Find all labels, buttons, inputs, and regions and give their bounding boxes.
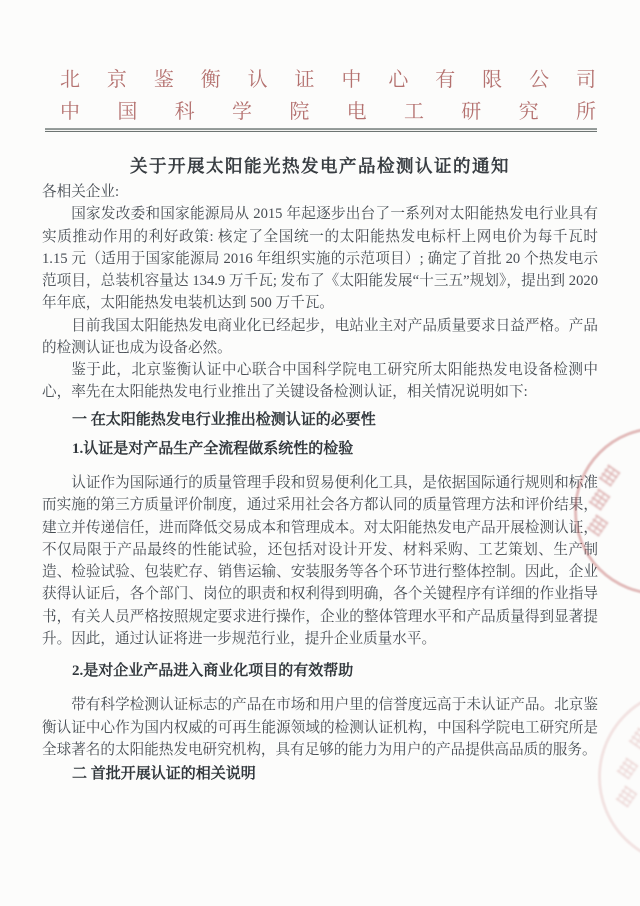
section1-sub1-body: 认证作为国际通行的质量管理手段和贸易便利化工具，是依据国际通行规则和标准而实施的第三方质量评价制度，通过采用社会各方都认同的质量管理方法和评价结果，建立并传递信任，进而降低交易成本和管理成本。对太阳能热发电产品开展检测认证，不仅局限于产品最终的性能试验，还包括对设计开发、材料采购、工艺策划、生产制造、检验试验、包装贮存、销售运输、安装服务等各个环节进行整体控制。因此，企业获得认证后，各个部门、岗位的职责和权利得到明确，各个关键程序有详细的作业指导书，有关人员严格按照规定要求进行操作，企业的整体管理水平和产品质量得到显著提升。因此，通过认证将进一步规范行业，提升企业质量水平。 xyxy=(42,475,598,647)
document-body xyxy=(42,181,598,792)
seal-character-mark xyxy=(598,464,620,487)
section1-sub2-body: 带有科学检测认证标志的产品在市场和用户里的信誉度远高于未认证产品。北京鉴衡认证中心作为国内权威的可再生能源领域的检测认证机构，中国科学院电工研究所是全球著名的太阳能热发电研究机构，具有足够的能力为用户的产品提供高品质的服务。 xyxy=(42,697,598,758)
salutation: 各相关企业: xyxy=(42,184,120,200)
section1-subheading-2: 2.是对企业产品进入商业化项目的有效帮助 xyxy=(72,663,354,679)
seal-character-mark xyxy=(615,785,637,808)
section1-subheading-1: 1.认证是对产品生产全流程做系统性的检验 xyxy=(72,440,354,457)
letterhead-org-line2: 中 国 科 学 院 电 工 研 究 所 xyxy=(60,101,596,123)
seal-character-mark xyxy=(616,757,638,780)
letterhead-org-line1: 北 京 鉴 衡 认 证 中 心 有 限 公 司 xyxy=(60,69,596,91)
section1-heading: 一 在太阳能热发电行业推出检测认证的必要性 xyxy=(72,411,376,428)
intro-paragraph-2: 目前我国太阳能热发电商业化已经起步，电站业主对产品质量要求日益严格。产品的检测认证也成为设备必然。 xyxy=(42,317,598,356)
document-title: 关于开展太阳能光热发电产品检测认证的通知 xyxy=(130,156,510,176)
section2-heading: 二 首批开展认证的相关说明 xyxy=(72,766,256,782)
red-seal-faint-icon xyxy=(598,688,640,866)
intro-paragraph-1: 国家发改委和国家能源局从 2015 年起逐步出台了一系列对太阳能热发电行业具有实质推动作用的利好政策: 核定了全国统一的太阳能热发电标杆上网电价为每千瓦时 1.15 元（适用于国家能源局 2016 年组织实施的示范项目）; 确定了首批 20 个热发电示范项目，总装机容量达 134.9 万千瓦; 发布了《太阳能发展“十三五”规划》，提出到 2020 年年底，太阳能热发电装机达到 500 万千瓦。 xyxy=(42,206,598,312)
seal-character-mark xyxy=(628,727,640,750)
letterhead-divider-rule xyxy=(45,128,597,133)
letterhead xyxy=(60,64,596,128)
intro-paragraph-3: 鉴于此，北京鉴衡认证中心联合中国科学院电工研究所太阳能热发电设备检测中心，率先在太阳能热发电行业推出了关键设备检测认证，相关情况说明如下: xyxy=(42,362,598,401)
